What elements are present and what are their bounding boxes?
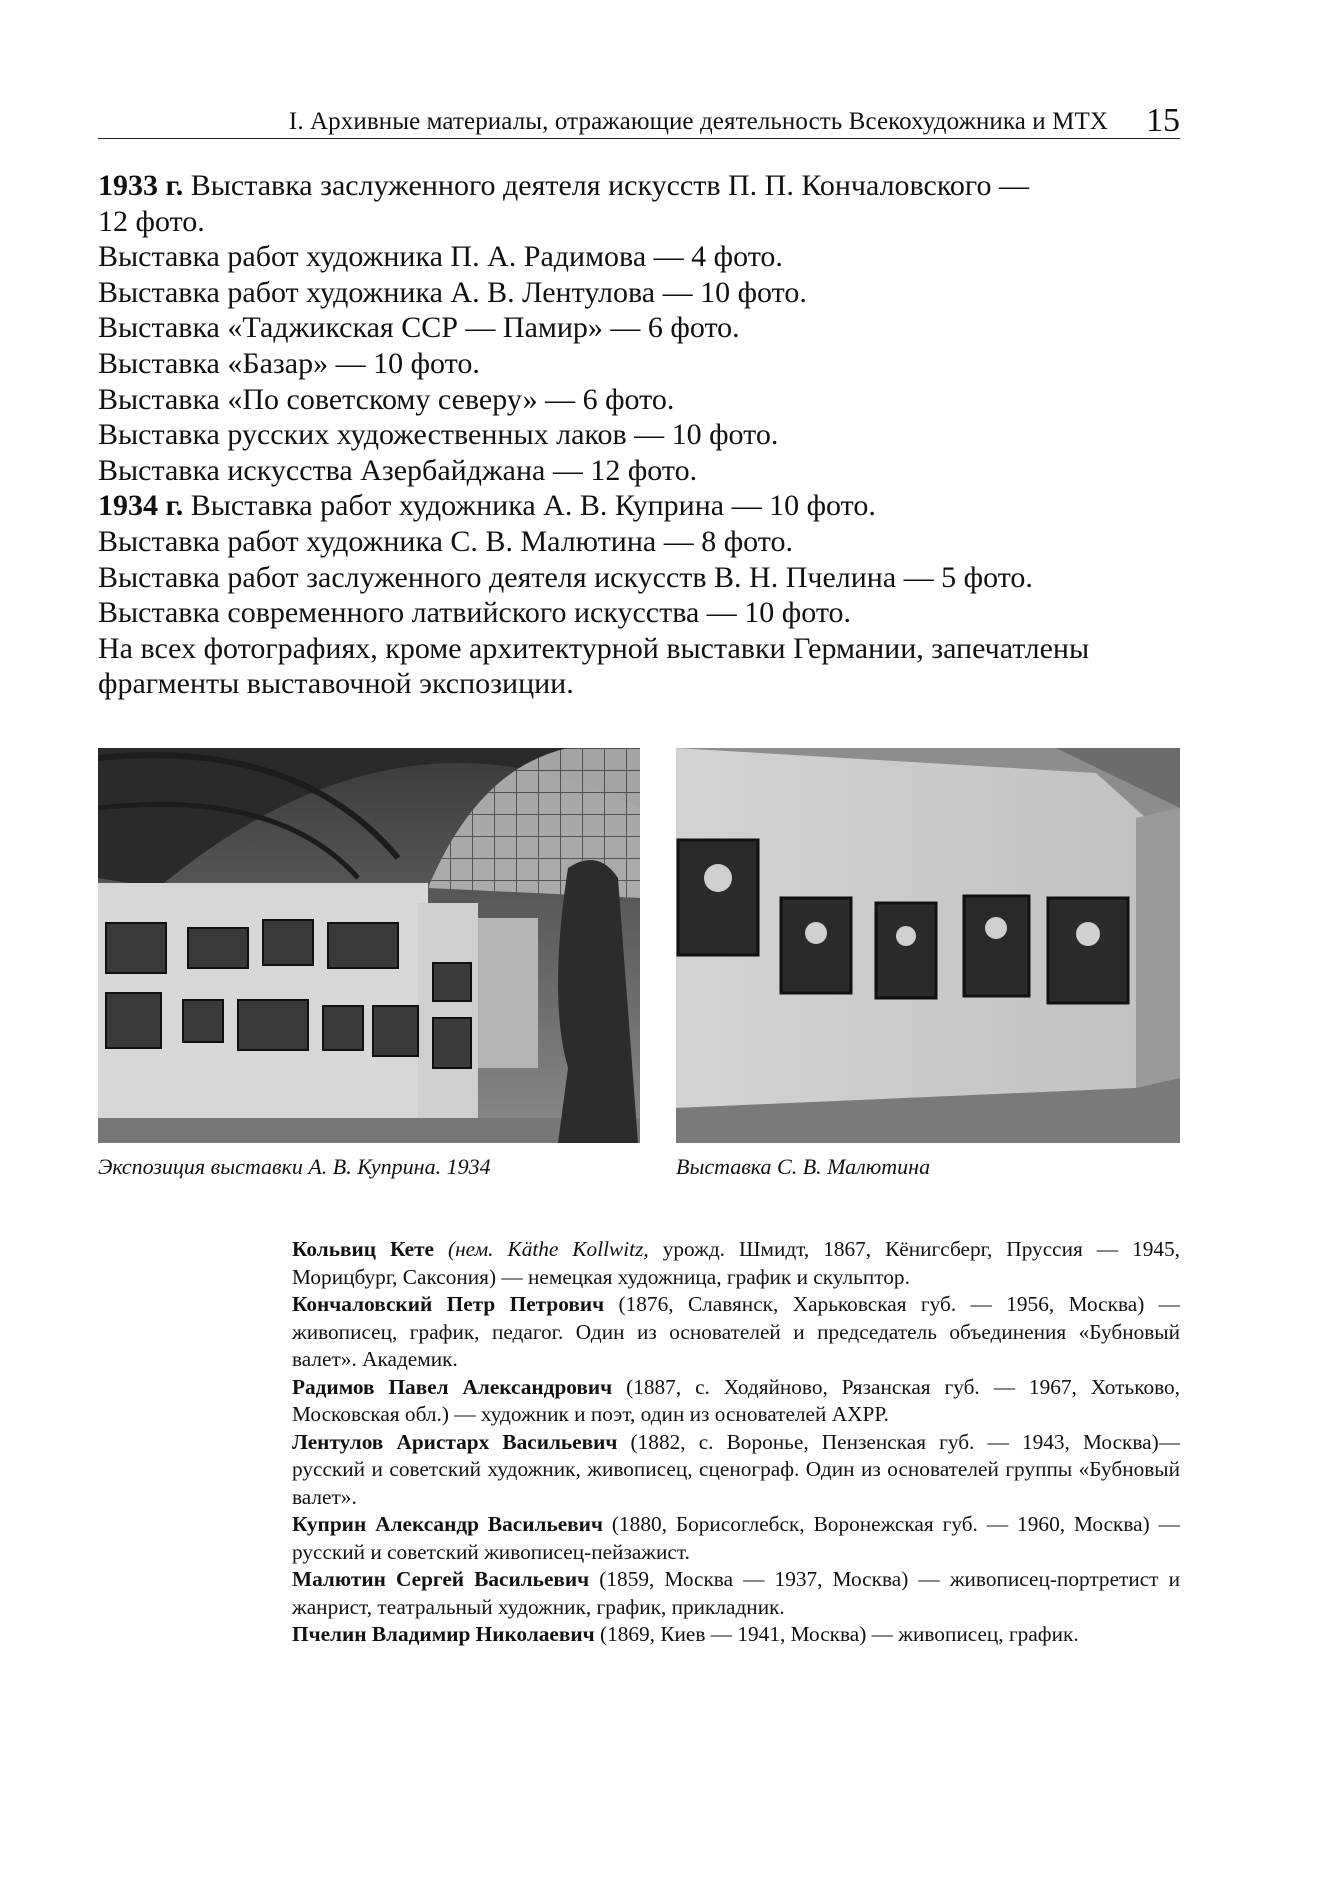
exhibition-text: фрагменты выставочной экспозиции. xyxy=(98,667,574,701)
note-item xyxy=(292,1566,1180,1621)
note-text: (1880, Борисоглебск, Воронежская губ. — 1960, Москва) — русский и советский живописец-пейзажист. xyxy=(292,1512,1180,1564)
note-text: (1859, Москва — 1937, Москва) — живописец-портретист и жанрист, театральный художник, график, прикладник. xyxy=(292,1567,1180,1619)
exhibition-line xyxy=(98,560,1198,596)
exhibition-text: Выставка работ художника А. В. Лентулова — 10 фото. xyxy=(98,275,807,309)
exhibition-text: На всех фотографиях, кроме архитектурной выставки Германии, запечатлены xyxy=(98,631,1090,665)
note-item xyxy=(292,1374,1180,1429)
note-name: Малютин Сергей Васильевич xyxy=(292,1567,590,1591)
exhibition-text: 12 фото. xyxy=(98,204,205,238)
note-name: Кончаловский Петр Петрович xyxy=(292,1292,605,1316)
note-name: Радимов Павел Александрович xyxy=(292,1374,613,1399)
exhibition-text: Выставка работ художника С. В. Малютина — 8 фото. xyxy=(98,524,793,558)
note-text: (1869, Киев — 1941, Москва) — живописец, график. xyxy=(594,1622,1079,1646)
exhibition-line xyxy=(98,631,1198,667)
running-header xyxy=(98,104,1180,139)
note-item xyxy=(292,1291,1180,1374)
note-text: (1887, с. Ходяйново, Рязанская губ. — 1967, Хотьково, Московская обл.) — художник и поэт, один из основателей АХРР. xyxy=(292,1374,1180,1426)
note-name: Пчелин Владимир Николаевич xyxy=(292,1622,595,1646)
exhibition-text: Выставка «Таджикская ССР — Памир» — 6 фото. xyxy=(98,311,740,345)
exhibition-text: Выставка работ заслуженного деятеля искусств В. Н. Пчелина — 5 фото. xyxy=(98,560,1033,594)
note-extra: (нем. Käthe Kollwitz, xyxy=(448,1237,649,1261)
exhibition-line xyxy=(98,346,1198,382)
exhibition-text: Выставка современного латвийского искусства — 10 фото. xyxy=(98,596,852,630)
note-text: (1882, с. Воронье, Пензенская губ. — 1943, Москва)— русский и советский художник, живописец, сценограф. Один из основателей группы «Бубновый валет». xyxy=(292,1429,1180,1509)
note-name: Лентулов Аристарх Васильевич xyxy=(292,1429,618,1454)
exhibition-line xyxy=(98,168,1198,204)
exhibition-line xyxy=(98,417,1198,453)
photo-kuprin-exhibition xyxy=(98,748,640,1143)
exhibition-line xyxy=(98,595,1198,631)
running-header-title: I. Архивные материалы, отражающие деятельность Всекохудожника и МТХ xyxy=(288,108,1108,135)
exhibition-text: Выставка работ художника П. А. Радимова — 4 фото. xyxy=(98,240,783,274)
exhibition-text: Выставка русских художественных лаков — 10 фото. xyxy=(98,418,779,452)
year-label: 1934 г. xyxy=(98,489,184,523)
note-name: Куприн Александр Васильевич xyxy=(292,1512,603,1536)
note-item xyxy=(292,1236,1180,1291)
exhibition-line xyxy=(98,204,1198,240)
photo-caption: Экспозиция выставки А. В. Куприна. 1934 xyxy=(98,1154,491,1179)
exhibition-line xyxy=(98,382,1198,418)
page-number: 15 xyxy=(1146,102,1180,139)
exhibition-line xyxy=(98,275,1198,311)
exhibition-text: Выставка «Базар» — 10 фото. xyxy=(98,346,480,380)
exhibition-line xyxy=(98,310,1198,346)
exhibition-text: Выставка искусства Азербайджана — 12 фото. xyxy=(98,453,698,487)
year-label: 1933 г. xyxy=(98,169,184,202)
note-item xyxy=(292,1621,1180,1649)
photo-caption: Выставка С. В. Малютина xyxy=(676,1154,931,1179)
exhibition-text: Выставка работ художника А. В. Куприна — 10 фото. xyxy=(190,489,876,523)
exhibition-line xyxy=(98,488,1198,524)
note-text: урожд. Шмидт, 1867, Кёнигсберг, Пруссия — 1945, Морицбург, Саксония) — немецкая художница, график и скульптор. xyxy=(292,1237,1181,1289)
note-name: Кольвиц Кете xyxy=(292,1237,434,1261)
note-item xyxy=(292,1429,1180,1512)
note-text: (1876, Славянск, Харьковская губ. — 1956, Москва) — живописец, график, педагог. Один из основателей и председатель объединения «Бубновый валет». Академик. xyxy=(292,1292,1180,1371)
note-item xyxy=(292,1511,1180,1566)
exhibition-line xyxy=(98,666,1198,702)
exhibition-text: Выставка заслуженного деятеля искусств П. П. Кончаловского — xyxy=(190,169,1029,202)
biographical-notes xyxy=(292,1236,1180,1649)
exhibition-line xyxy=(98,524,1198,560)
exhibition-list xyxy=(98,168,1198,702)
exhibition-text: Выставка «По советскому северу» — 6 фото. xyxy=(98,382,675,416)
exhibition-line xyxy=(98,453,1198,489)
exhibition-line xyxy=(98,239,1198,275)
photo-malyutin-exhibition xyxy=(676,748,1180,1143)
